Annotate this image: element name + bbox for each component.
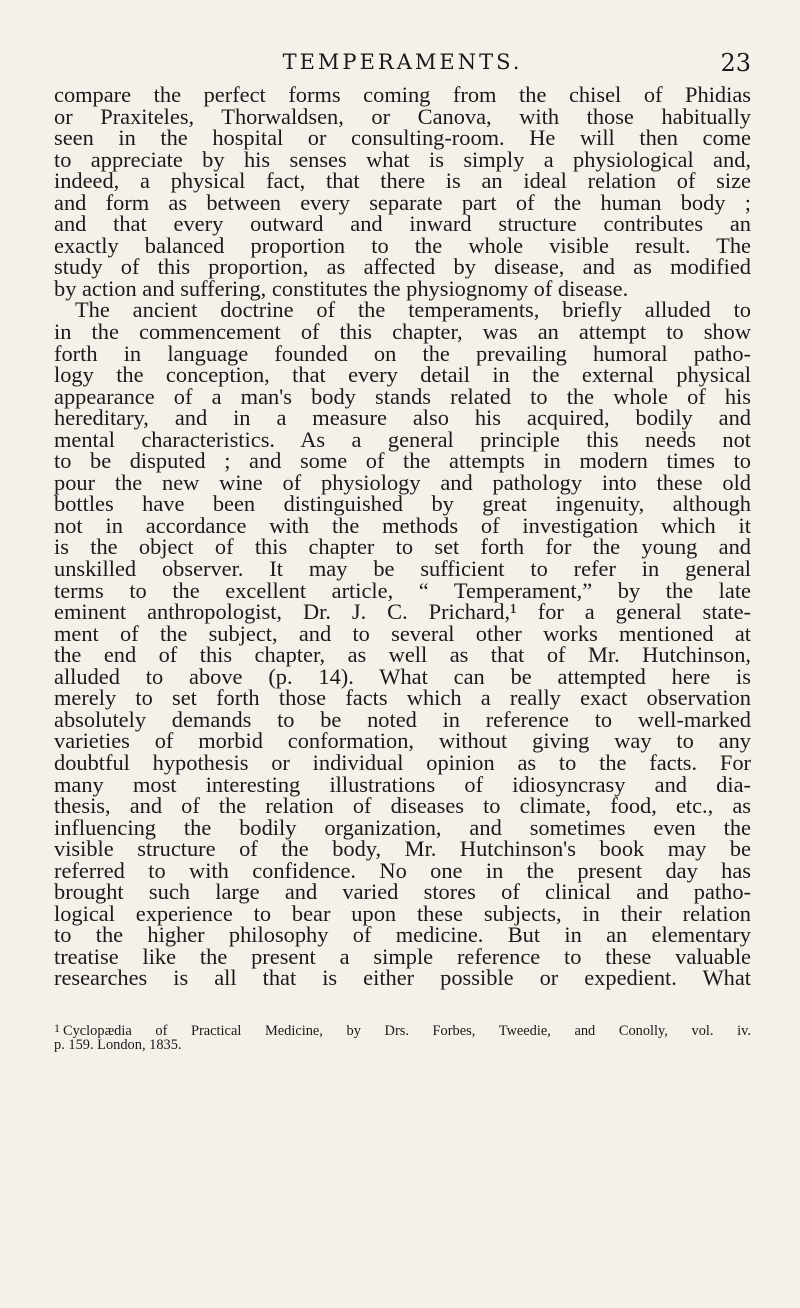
text-line: to the higher philosophy of medicine. But in an elementary xyxy=(54,922,751,948)
text-line: brought such large and varied stores of clinical and patho- xyxy=(54,879,751,905)
page-number: 23 xyxy=(720,49,751,77)
text-line: visible structure of the body, Mr. Hutchinson's book may be xyxy=(54,836,751,862)
text-line: unskilled observer. It may be sufficient to refer in general xyxy=(54,556,751,582)
text-line: forth in language founded on the prevailing humoral patho- xyxy=(54,340,751,366)
footnote-line: p. 159. London, 1835. xyxy=(54,1037,182,1053)
text-line: logical experience to bear upon these subjects, in their relation xyxy=(54,900,751,926)
text-line: merely to set forth those facts which a really exact observation xyxy=(54,685,751,711)
text-line: in the commencement of this chapter, was an attempt to show xyxy=(54,319,751,345)
text-line: researches is all that is either possible or expedient. What xyxy=(54,965,751,991)
text-line: to appreciate by his senses what is simply a physiological and, xyxy=(54,146,751,172)
footnote-line xyxy=(54,1020,751,1037)
body-text xyxy=(54,84,751,989)
text-line: exactly balanced proportion to the whole visible result. The xyxy=(54,232,751,258)
text-line: or Praxiteles, Thorwaldsen, or Canova, with those habitually xyxy=(54,103,751,129)
text-line: alluded to above (p. 14). What can be attempted here is xyxy=(54,663,751,689)
text-line: thesis, and of the relation of diseases to climate, food, etc., as xyxy=(54,793,751,819)
text-line: seen in the hospital or consulting-room. He will then come xyxy=(54,125,751,151)
text-line: pour the new wine of physiology and pathology into these old xyxy=(54,469,751,495)
text-line: influencing the bodily organization, and sometimes even the xyxy=(54,814,751,840)
running-head xyxy=(54,50,751,78)
text-line: compare the perfect forms coming from the chisel of Phidias xyxy=(54,82,751,107)
text-line: terms to the excellent article, “ Temperament,” by the late xyxy=(54,577,751,603)
text-line: appearance of a man's body stands related to the whole of his xyxy=(54,383,751,409)
text-line: treatise like the present a simple reference to these valuable xyxy=(54,943,751,969)
text-line: indeed, a physical fact, that there is an ideal relation of size xyxy=(54,168,751,194)
text-line: hereditary, and in a measure also his acquired, bodily and xyxy=(54,405,751,431)
text-line: to be disputed ; and some of the attempts in modern times to xyxy=(54,448,751,474)
text-line: is the object of this chapter to set forth for the young and xyxy=(54,534,751,560)
text-line: absolutely demands to be noted in reference to well-marked xyxy=(54,706,751,732)
text-line: and that every outward and inward structure contributes an xyxy=(54,211,751,237)
footnote-text: Cyclopædia of Practical Medicine, by Drs. Forbes, Tweedie, and Conolly, vol. iv. xyxy=(63,1023,751,1039)
text-line: study of this proportion, as affected by disease, and as modified xyxy=(54,254,751,280)
text-line: mental characteristics. As a general principle this needs not xyxy=(54,426,751,452)
footnote-marker: 1 xyxy=(54,1021,60,1035)
text-line: ment of the subject, and to several other works mentioned at xyxy=(54,620,751,646)
text-line: logy the conception, that every detail in the external physical xyxy=(54,362,751,388)
text-line: by action and suffering, constitutes the physiognomy of disease. xyxy=(54,275,629,301)
text-line: doubtful hypothesis or individual opinion as to the facts. For xyxy=(54,749,751,775)
text-line: the end of this chapter, as well as that of Mr. Hutchinson, xyxy=(54,642,751,668)
text-line: varieties of morbid conformation, without giving way to any xyxy=(54,728,751,754)
footnotes xyxy=(54,1020,751,1054)
text-line: not in accordance with the methods of investigation which it xyxy=(54,512,751,538)
running-title: TEMPERAMENTS. xyxy=(282,50,523,74)
text-line: and form as between every separate part of the human body ; xyxy=(54,189,751,215)
text-line: bottles have been distinguished by great ingenuity, although xyxy=(54,491,751,517)
text-line: eminent anthropologist, Dr. J. C. Prichard,¹ for a general state- xyxy=(54,599,751,625)
text-line: referred to with confidence. No one in the present day has xyxy=(54,857,751,883)
text-line: The ancient doctrine of the temperaments, briefly alluded to xyxy=(75,297,751,323)
text-line: many most interesting illustrations of idiosyncrasy and dia- xyxy=(54,771,751,797)
